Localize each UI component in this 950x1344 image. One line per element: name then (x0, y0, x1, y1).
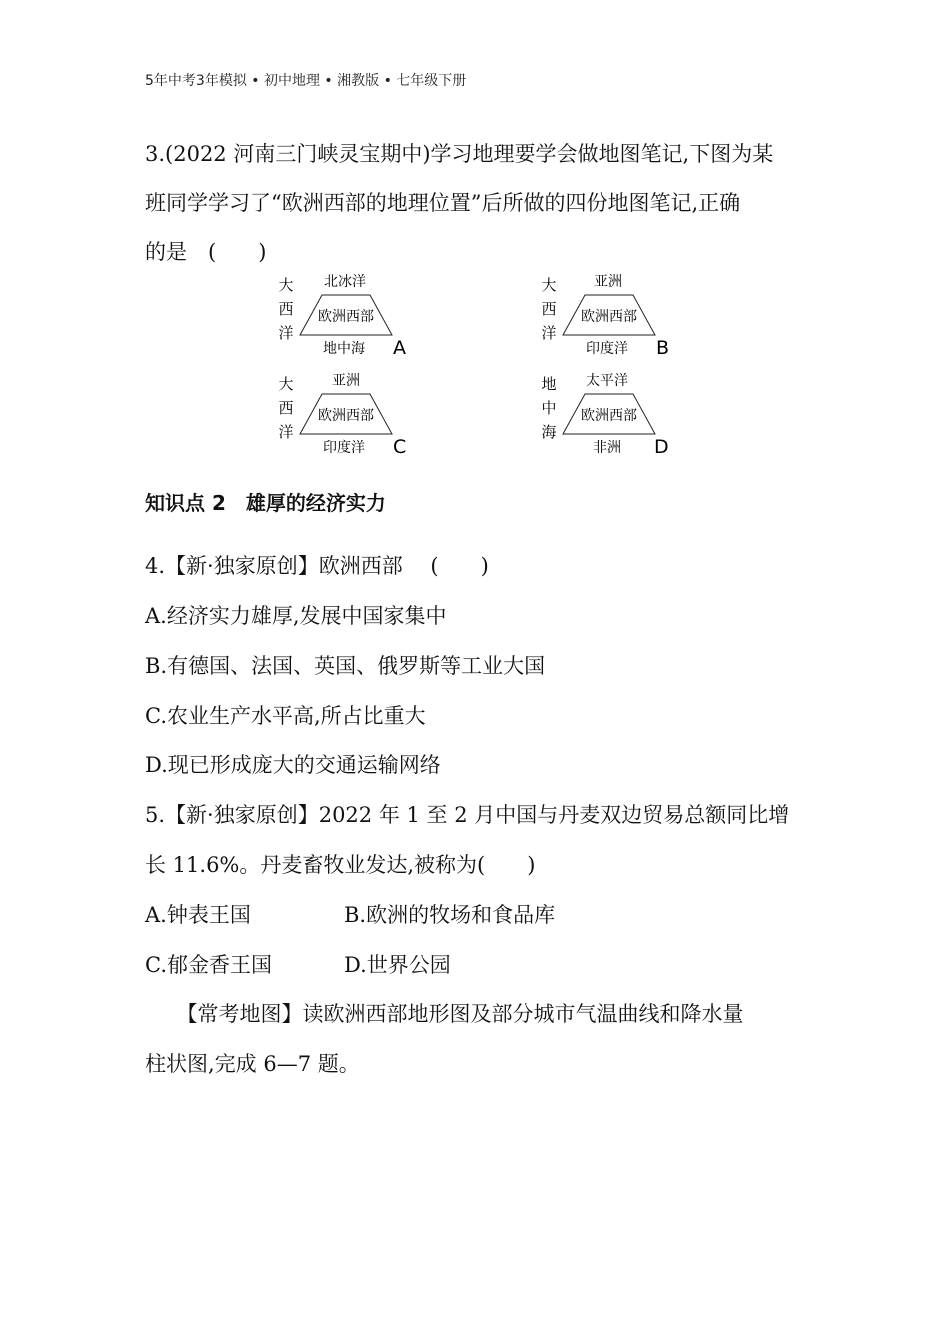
q4-stem: 4.【新·独家原创】欧洲西部 ( ) (145, 554, 489, 578)
diagram-b-bottom: 印度洋 (586, 341, 628, 357)
diagram-c-left-2: 西 (278, 399, 294, 417)
diagram-c-left-3: 洋 (278, 423, 294, 441)
page-header: 5年中考3年模拟 • 初中地理 • 湘教版 • 七年级下册 (145, 73, 467, 89)
q6-7-intro-line-2: 柱状图,完成 6—7 题。 (145, 1052, 360, 1076)
diagram-d-left-3: 海 (541, 423, 557, 441)
diagram-c-bottom: 印度洋 (323, 440, 365, 456)
diagram-option-c (275, 367, 425, 466)
diagram-b-top: 亚洲 (594, 274, 622, 290)
q4-option-a: A.经济实力雄厚,发展中国家集中 (145, 604, 447, 628)
q5-line-1: 5.【新·独家原创】2022 年 1 至 2 月中国与丹麦双边贸易总额同比增 (145, 803, 790, 827)
diagram-b-left-1: 大 (541, 276, 557, 294)
diagram-a-center: 欧洲西部 (318, 309, 374, 325)
diagram-d-letter: D (654, 436, 669, 458)
diagram-b-center: 欧洲西部 (581, 309, 637, 325)
diagram-d-left-2: 中 (541, 399, 557, 417)
diagram-option-a (275, 268, 425, 367)
diagram-d-left-1: 地 (541, 375, 557, 393)
diagram-a-top: 北冰洋 (324, 274, 366, 290)
diagram-option-d (538, 367, 688, 466)
diagram-c-letter: C (393, 436, 407, 458)
q5-option-a: A.钟表王国 (145, 903, 251, 927)
q5-option-b: B.欧洲的牧场和食品库 (344, 903, 556, 927)
section-heading-knowledge-point-2: 知识点 2 雄厚的经济实力 (145, 491, 386, 515)
diagram-d-bottom: 非洲 (593, 440, 621, 456)
diagram-c-top: 亚洲 (332, 373, 360, 389)
diagram-d-top: 太平洋 (586, 373, 628, 389)
diagram-a-letter: A (393, 337, 406, 359)
diagram-c-left-1: 大 (278, 375, 294, 393)
diagram-a-left-3: 洋 (278, 324, 294, 342)
diagram-a-left-1: 大 (278, 276, 294, 294)
q6-7-intro-line-1: 【常考地图】读欧洲西部地形图及部分城市气温曲线和降水量 (145, 1002, 744, 1026)
q3-line-3: 的是 ( ) (145, 240, 267, 264)
q4-option-b: B.有德国、法国、英国、俄罗斯等工业大国 (145, 654, 546, 678)
diagram-a-bottom: 地中海 (323, 341, 365, 357)
q4-option-c: C.农业生产水平高,所占比重大 (145, 704, 426, 728)
diagram-c-center: 欧洲西部 (318, 408, 374, 424)
diagram-a-left-2: 西 (278, 300, 294, 318)
diagram-b-left-2: 西 (541, 300, 557, 318)
q5-option-d: D.世界公园 (344, 953, 451, 977)
q5-line-2: 长 11.6%。丹麦畜牧业发达,被称为( ) (145, 853, 536, 877)
q3-line-2: 班同学学习了“欧洲西部的地理位置”后所做的四份地图笔记,正确 (145, 191, 741, 215)
q4-option-d: D.现已形成庞大的交通运输网络 (145, 753, 441, 777)
diagram-b-left-3: 洋 (541, 324, 557, 342)
diagram-b-letter: B (656, 337, 670, 359)
q5-option-c: C.郁金香王国 (145, 953, 272, 977)
diagram-option-b (538, 268, 688, 367)
diagram-d-center: 欧洲西部 (581, 408, 637, 424)
q3-line-1: 3.(2022 河南三门峡灵宝期中)学习地理要学会做地图笔记,下图为某 (145, 142, 774, 166)
